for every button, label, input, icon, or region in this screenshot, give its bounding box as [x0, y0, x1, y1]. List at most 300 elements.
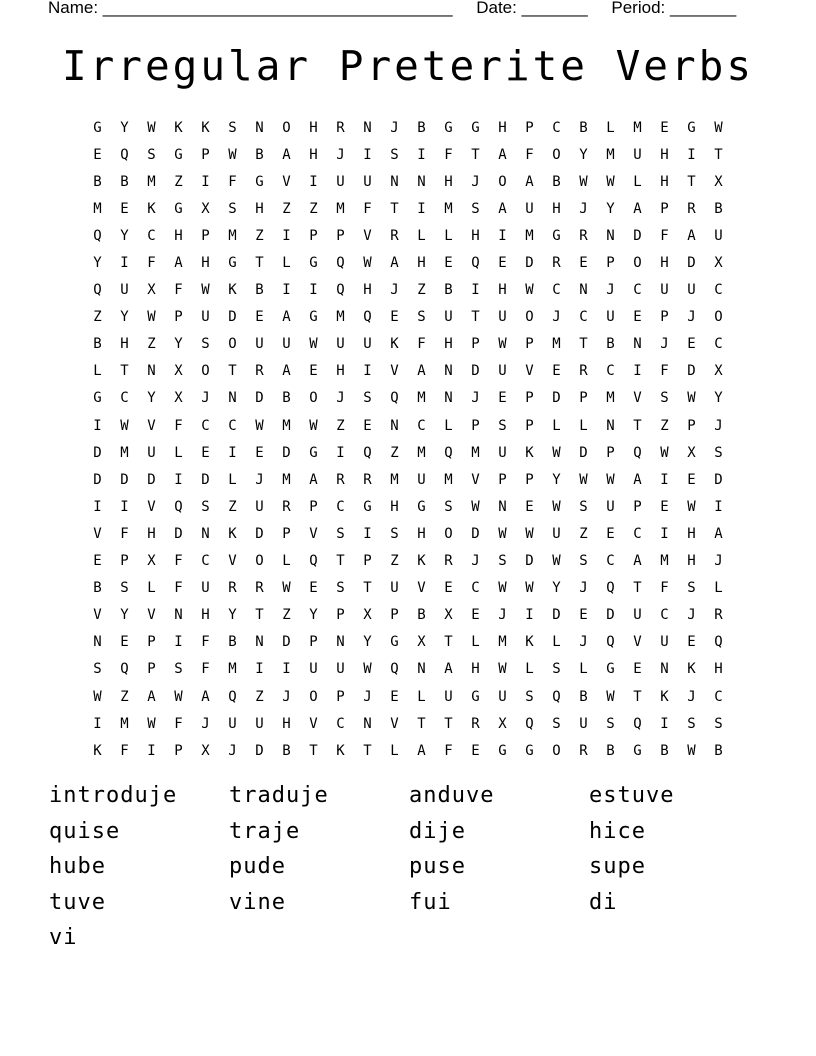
grid-letter: S: [147, 146, 156, 163]
grid-letter: J: [687, 688, 696, 705]
grid-letter: F: [417, 336, 426, 353]
grid-letter: U: [390, 580, 399, 597]
grid-letter: V: [309, 525, 318, 542]
grid-letter: N: [174, 607, 183, 624]
grid-letter: D: [255, 742, 264, 759]
grid-letter: P: [282, 525, 291, 542]
grid-letter: S: [525, 688, 534, 705]
grid-letter: R: [336, 471, 345, 488]
grid-letter: E: [255, 309, 264, 326]
grid-letter: Y: [579, 146, 588, 163]
grid-letter: R: [363, 471, 372, 488]
grid-letter: C: [714, 688, 723, 705]
grid-letter: Q: [120, 146, 129, 163]
grid-letter: C: [201, 417, 210, 434]
grid-letter: U: [606, 498, 615, 515]
grid-letter: O: [633, 255, 642, 272]
grid-letter: D: [93, 444, 102, 461]
grid-letter: D: [687, 363, 696, 380]
grid-letter: J: [471, 173, 480, 190]
grid-letter: M: [93, 200, 102, 217]
grid-letter: N: [633, 336, 642, 353]
grid-letter: I: [363, 146, 372, 163]
grid-letter: A: [282, 309, 291, 326]
grid-letter: N: [363, 715, 372, 732]
grid-letter: W: [606, 173, 615, 190]
grid-letter: I: [201, 173, 210, 190]
grid-letter: C: [228, 417, 237, 434]
grid-letter: J: [363, 688, 372, 705]
grid-letter: R: [552, 255, 561, 272]
grid-letter: O: [552, 742, 561, 759]
grid-letter: R: [444, 553, 453, 570]
grid-letter: U: [255, 498, 264, 515]
grid-letter: O: [552, 146, 561, 163]
grid-letter: T: [363, 742, 372, 759]
grid-letter: Z: [255, 688, 264, 705]
grid-letter: U: [498, 688, 507, 705]
grid-letter: V: [228, 553, 237, 570]
grid-letter: S: [606, 715, 615, 732]
grid-letter: Y: [120, 227, 129, 244]
grid-letter: Y: [309, 607, 318, 624]
grid-letter: M: [147, 173, 156, 190]
grid-letter: W: [255, 417, 264, 434]
grid-letter: P: [606, 255, 615, 272]
grid-letter: N: [417, 173, 426, 190]
grid-letter: S: [93, 661, 102, 678]
grid-letter: R: [687, 200, 696, 217]
grid-letter: Q: [363, 444, 372, 461]
grid-letter: B: [444, 282, 453, 299]
grid-letter: T: [417, 715, 426, 732]
grid-letter: P: [471, 417, 480, 434]
grid-letter: N: [444, 390, 453, 407]
grid-letter: I: [714, 498, 723, 515]
grid-letter: T: [633, 688, 642, 705]
grid-letter: W: [579, 471, 588, 488]
grid-letter: Y: [552, 580, 561, 597]
grid-letter: J: [552, 309, 561, 326]
grid-letter: Q: [552, 688, 561, 705]
grid-letter: Q: [174, 498, 183, 515]
grid-letter: I: [228, 444, 237, 461]
grid-letter: V: [282, 173, 291, 190]
grid-letter: V: [633, 634, 642, 651]
grid-letter: C: [471, 580, 480, 597]
grid-letter: W: [309, 336, 318, 353]
grid-letter: F: [174, 417, 183, 434]
grid-letter: D: [201, 471, 210, 488]
grid-letter: K: [93, 742, 102, 759]
grid-letter: F: [174, 715, 183, 732]
grid-letter: W: [174, 688, 183, 705]
grid-letter: E: [471, 742, 480, 759]
grid-letter: R: [471, 715, 480, 732]
grid-letter: Y: [120, 309, 129, 326]
grid-letter: N: [201, 525, 210, 542]
grid-letter: Y: [714, 390, 723, 407]
grid-letter: W: [498, 580, 507, 597]
grid-letter: S: [579, 553, 588, 570]
grid-letter: I: [336, 444, 345, 461]
grid-letter: I: [93, 715, 102, 732]
grid-letter: W: [147, 119, 156, 136]
grid-letter: C: [579, 309, 588, 326]
grid-letter: H: [660, 146, 669, 163]
grid-letter: A: [201, 688, 210, 705]
grid-letter: U: [687, 282, 696, 299]
grid-letter: U: [147, 444, 156, 461]
grid-letter: G: [417, 498, 426, 515]
grid-letter: O: [444, 525, 453, 542]
grid-letter: F: [120, 525, 129, 542]
grid-letter: Z: [336, 417, 345, 434]
grid-letter: E: [579, 255, 588, 272]
grid-letter: E: [633, 309, 642, 326]
grid-letter: N: [336, 634, 345, 651]
grid-letter: P: [201, 227, 210, 244]
grid-letter: S: [228, 200, 237, 217]
grid-letter: J: [201, 715, 210, 732]
grid-letter: N: [417, 661, 426, 678]
grid-letter: W: [309, 417, 318, 434]
grid-letter: Z: [660, 417, 669, 434]
grid-letter: A: [498, 200, 507, 217]
grid-letter: F: [174, 553, 183, 570]
grid-letter: M: [471, 444, 480, 461]
grid-letter: B: [120, 173, 129, 190]
grid-letter: W: [363, 661, 372, 678]
grid-letter: M: [444, 200, 453, 217]
grid-letter: J: [336, 390, 345, 407]
grid-letter: U: [255, 336, 264, 353]
grid-letter: H: [687, 525, 696, 542]
grid-letter: A: [282, 363, 291, 380]
grid-letter: I: [282, 227, 291, 244]
word-list-item: traduje: [229, 783, 329, 808]
grid-letter: B: [714, 742, 723, 759]
grid-letter: N: [93, 634, 102, 651]
grid-letter: G: [174, 200, 183, 217]
grid-letter: R: [714, 607, 723, 624]
grid-letter: M: [120, 444, 129, 461]
grid-letter: E: [471, 607, 480, 624]
grid-letter: D: [552, 607, 561, 624]
grid-letter: O: [714, 309, 723, 326]
grid-letter: F: [174, 282, 183, 299]
grid-letter: L: [633, 173, 642, 190]
grid-letter: T: [390, 200, 399, 217]
grid-letter: P: [660, 309, 669, 326]
grid-letter: H: [417, 525, 426, 542]
grid-letter: C: [552, 119, 561, 136]
grid-letter: A: [714, 525, 723, 542]
grid-letter: H: [660, 255, 669, 272]
grid-letter: G: [525, 742, 534, 759]
grid-letter: D: [282, 634, 291, 651]
grid-letter: U: [660, 282, 669, 299]
word-list-item: fui: [409, 889, 452, 915]
grid-letter: B: [93, 173, 102, 190]
grid-letter: W: [201, 282, 210, 299]
grid-letter: M: [417, 444, 426, 461]
grid-letter: T: [471, 309, 480, 326]
grid-letter: X: [714, 363, 723, 380]
grid-letter: G: [228, 255, 237, 272]
grid-letter: B: [282, 742, 291, 759]
grid-letter: D: [633, 227, 642, 244]
grid-letter: S: [444, 498, 453, 515]
grid-letter: M: [660, 553, 669, 570]
grid-letter: G: [444, 119, 453, 136]
grid-letter: H: [471, 227, 480, 244]
grid-letter: K: [201, 119, 210, 136]
grid-letter: H: [660, 173, 669, 190]
grid-letter: E: [120, 634, 129, 651]
grid-letter: I: [633, 363, 642, 380]
grid-letter: B: [660, 742, 669, 759]
grid-letter: G: [93, 390, 102, 407]
grid-letter: B: [255, 146, 264, 163]
grid-letter: J: [498, 607, 507, 624]
grid-letter: B: [579, 119, 588, 136]
word-list-item: supe: [589, 854, 646, 880]
grid-letter: J: [714, 417, 723, 434]
word-list-item: di: [589, 889, 618, 915]
grid-letter: V: [390, 363, 399, 380]
grid-letter: H: [336, 363, 345, 380]
grid-letter: Y: [120, 607, 129, 624]
grid-letter: P: [525, 390, 534, 407]
grid-letter: S: [552, 661, 561, 678]
grid-letter: X: [417, 634, 426, 651]
grid-letter: P: [525, 336, 534, 353]
grid-letter: W: [525, 580, 534, 597]
grid-letter: W: [471, 498, 480, 515]
grid-letter: F: [201, 661, 210, 678]
grid-letter: L: [444, 227, 453, 244]
grid-letter: C: [714, 282, 723, 299]
grid-letter: T: [687, 173, 696, 190]
grid-letter: S: [687, 580, 696, 597]
grid-letter: L: [579, 661, 588, 678]
grid-letter: V: [147, 417, 156, 434]
grid-letter: Q: [633, 715, 642, 732]
grid-letter: V: [93, 607, 102, 624]
grid-letter: I: [282, 661, 291, 678]
letter-grid: [84, 114, 732, 764]
grid-letter: C: [120, 390, 129, 407]
grid-letter: J: [471, 390, 480, 407]
grid-letter: H: [201, 607, 210, 624]
grid-letter: E: [498, 255, 507, 272]
grid-letter: I: [660, 715, 669, 732]
grid-letter: C: [336, 498, 345, 515]
grid-letter: D: [255, 390, 264, 407]
grid-letter: B: [282, 390, 291, 407]
grid-letter: X: [174, 390, 183, 407]
grid-letter: Q: [444, 444, 453, 461]
grid-letter: P: [174, 309, 183, 326]
grid-letter: U: [201, 309, 210, 326]
grid-letter: S: [390, 525, 399, 542]
grid-letter: B: [606, 336, 615, 353]
grid-letter: L: [417, 688, 426, 705]
grid-letter: U: [417, 471, 426, 488]
grid-letter: X: [147, 553, 156, 570]
grid-letter: Q: [309, 553, 318, 570]
grid-letter: H: [687, 553, 696, 570]
grid-letter: G: [498, 742, 507, 759]
grid-letter: E: [579, 607, 588, 624]
grid-letter: S: [201, 498, 210, 515]
grid-letter: S: [579, 498, 588, 515]
grid-letter: I: [498, 227, 507, 244]
grid-letter: G: [255, 173, 264, 190]
grid-letter: I: [255, 661, 264, 678]
grid-letter: R: [336, 119, 345, 136]
grid-letter: I: [417, 146, 426, 163]
word-list-item: vine: [229, 889, 286, 915]
grid-letter: Q: [120, 661, 129, 678]
grid-letter: Y: [606, 200, 615, 217]
grid-letter: V: [471, 471, 480, 488]
word-list-item: hube: [49, 854, 106, 880]
grid-letter: T: [444, 715, 453, 732]
grid-letter: W: [552, 444, 561, 461]
grid-letter: I: [120, 498, 129, 515]
grid-letter: O: [282, 119, 291, 136]
grid-letter: P: [309, 498, 318, 515]
grid-letter: I: [660, 525, 669, 542]
grid-letter: T: [228, 363, 237, 380]
grid-letter: N: [255, 119, 264, 136]
grid-letter: J: [687, 607, 696, 624]
grid-letter: U: [309, 661, 318, 678]
grid-letter: U: [282, 336, 291, 353]
grid-letter: H: [309, 119, 318, 136]
grid-letter: P: [174, 742, 183, 759]
grid-letter: H: [552, 200, 561, 217]
grid-letter: B: [579, 688, 588, 705]
grid-letter: V: [309, 715, 318, 732]
grid-letter: C: [417, 417, 426, 434]
grid-letter: Z: [309, 200, 318, 217]
grid-letter: T: [633, 417, 642, 434]
grid-letter: R: [228, 580, 237, 597]
grid-letter: J: [282, 688, 291, 705]
word-list: [49, 780, 769, 958]
grid-letter: I: [363, 363, 372, 380]
grid-letter: M: [282, 471, 291, 488]
grid-letter: A: [525, 173, 534, 190]
grid-letter: J: [660, 336, 669, 353]
grid-letter: V: [147, 607, 156, 624]
grid-letter: D: [606, 607, 615, 624]
grid-letter: E: [93, 553, 102, 570]
grid-letter: M: [498, 634, 507, 651]
word-list-item: dije: [409, 818, 466, 844]
grid-letter: S: [552, 715, 561, 732]
grid-letter: P: [498, 471, 507, 488]
grid-letter: Z: [282, 200, 291, 217]
grid-letter: T: [471, 146, 480, 163]
grid-letter: A: [309, 471, 318, 488]
grid-letter: U: [201, 580, 210, 597]
grid-letter: Q: [633, 444, 642, 461]
word-list-item: pude: [229, 854, 286, 880]
grid-letter: H: [201, 255, 210, 272]
grid-letter: N: [660, 661, 669, 678]
grid-letter: B: [255, 282, 264, 299]
grid-letter: T: [633, 580, 642, 597]
grid-letter: R: [390, 227, 399, 244]
grid-letter: S: [174, 661, 183, 678]
grid-letter: Q: [714, 634, 723, 651]
grid-letter: A: [633, 200, 642, 217]
grid-letter: W: [525, 282, 534, 299]
grid-letter: L: [471, 634, 480, 651]
grid-letter: E: [687, 634, 696, 651]
grid-letter: C: [336, 715, 345, 732]
grid-letter: F: [444, 146, 453, 163]
grid-letter: E: [498, 390, 507, 407]
grid-letter: M: [525, 227, 534, 244]
grid-letter: U: [444, 688, 453, 705]
grid-letter: J: [606, 282, 615, 299]
grid-letter: Q: [390, 390, 399, 407]
grid-letter: S: [687, 715, 696, 732]
grid-letter: T: [120, 363, 129, 380]
grid-letter: V: [417, 580, 426, 597]
grid-letter: K: [525, 634, 534, 651]
grid-letter: T: [714, 146, 723, 163]
grid-letter: L: [174, 444, 183, 461]
grid-letter: Q: [93, 227, 102, 244]
grid-letter: E: [444, 580, 453, 597]
grid-letter: W: [606, 688, 615, 705]
grid-letter: I: [471, 282, 480, 299]
grid-letter: S: [120, 580, 129, 597]
grid-letter: W: [228, 146, 237, 163]
grid-letter: B: [417, 119, 426, 136]
grid-letter: P: [120, 553, 129, 570]
grid-letter: N: [579, 282, 588, 299]
grid-letter: M: [336, 200, 345, 217]
grid-letter: E: [444, 255, 453, 272]
grid-letter: K: [147, 200, 156, 217]
grid-letter: F: [660, 580, 669, 597]
grid-letter: J: [579, 634, 588, 651]
grid-letter: D: [228, 309, 237, 326]
grid-letter: H: [147, 525, 156, 542]
grid-letter: X: [714, 173, 723, 190]
grid-letter: G: [309, 309, 318, 326]
grid-letter: U: [660, 634, 669, 651]
word-list-item: hice: [589, 818, 646, 844]
grid-letter: R: [579, 363, 588, 380]
grid-letter: S: [660, 390, 669, 407]
grid-letter: S: [498, 553, 507, 570]
grid-letter: D: [282, 444, 291, 461]
grid-letter: M: [336, 309, 345, 326]
grid-letter: P: [147, 661, 156, 678]
grid-letter: U: [498, 444, 507, 461]
word-list-item: anduve: [409, 783, 495, 808]
grid-letter: N: [498, 498, 507, 515]
grid-letter: H: [363, 282, 372, 299]
